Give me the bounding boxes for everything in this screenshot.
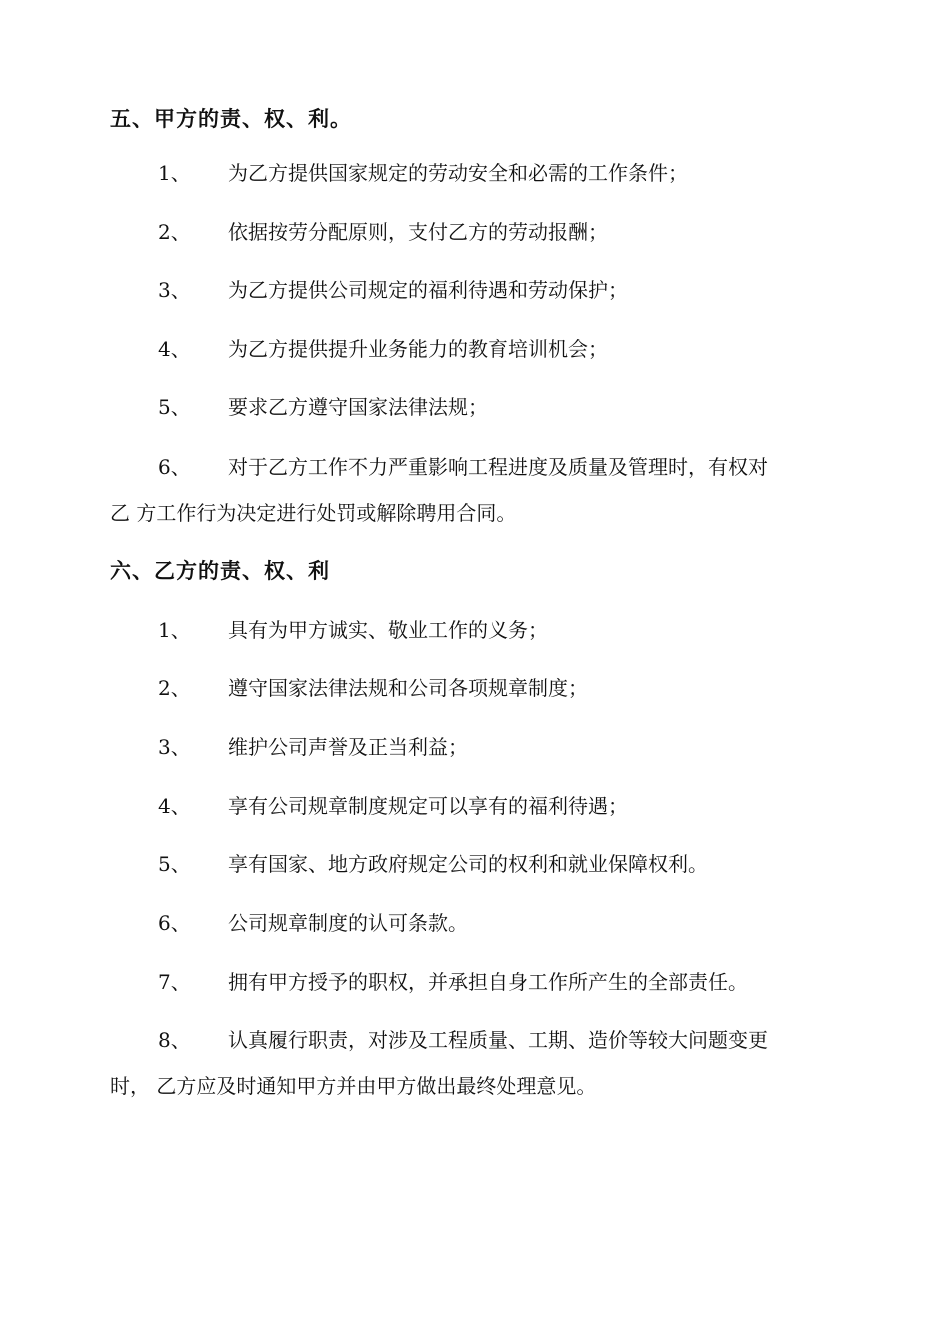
item-number: 5、	[158, 395, 191, 419]
item-number: 6、	[158, 455, 191, 479]
item-text: 为乙方提供国家规定的劳动安全和必需的工作条件；	[228, 161, 688, 185]
item-number: 8、	[158, 1028, 191, 1052]
item-text: 具有为甲方诚实、敬业工作的义务；	[228, 618, 548, 642]
section-heading-5: 五、甲方的责、权、利。	[110, 106, 352, 131]
item-text: 为乙方提供提升业务能力的教育培训机会；	[228, 337, 608, 361]
item-number: 3、	[158, 278, 191, 302]
item-number: 4、	[158, 337, 191, 361]
item-number: 6、	[158, 911, 191, 935]
item-text: 对于乙方工作不力严重影响工程进度及质量及管理时，有权对	[228, 455, 768, 479]
item-text: 认真履行职责，对涉及工程质量、工期、造价等较大问题变更	[228, 1028, 768, 1052]
item-number: 7、	[158, 970, 191, 994]
item-text: 拥有甲方授予的职权，并承担自身工作所产生的全部责任。	[228, 970, 748, 994]
item-text: 享有国家、地方政府规定公司的权利和就业保障权利。	[228, 852, 708, 876]
item-number: 4、	[158, 794, 191, 818]
item-text: 依据按劳分配原则，支付乙方的劳动报酬；	[228, 220, 608, 244]
item-text: 遵守国家法律法规和公司各项规章制度；	[228, 676, 588, 700]
item-text: 享有公司规章制度规定可以享有的福利待遇；	[228, 794, 628, 818]
item-text: 为乙方提供公司规定的福利待遇和劳动保护；	[228, 278, 628, 302]
item-number: 3、	[158, 735, 191, 759]
item-number: 2、	[158, 220, 191, 244]
item-number: 1、	[158, 161, 191, 185]
item-text: 要求乙方遵守国家法律法规；	[228, 395, 488, 419]
item-number: 5、	[158, 852, 191, 876]
item-continuation: 乙 方工作行为决定进行处罚或解除聘用合同。	[110, 501, 517, 525]
section-heading-6: 六、乙方的责、权、利	[110, 558, 330, 583]
item-number: 2、	[158, 676, 191, 700]
item-text: 公司规章制度的认可条款。	[228, 911, 468, 935]
item-text: 维护公司声誉及正当利益；	[228, 735, 468, 759]
item-continuation: 时， 乙方应及时通知甲方并由甲方做出最终处理意见。	[110, 1074, 597, 1098]
item-number: 1、	[158, 618, 191, 642]
